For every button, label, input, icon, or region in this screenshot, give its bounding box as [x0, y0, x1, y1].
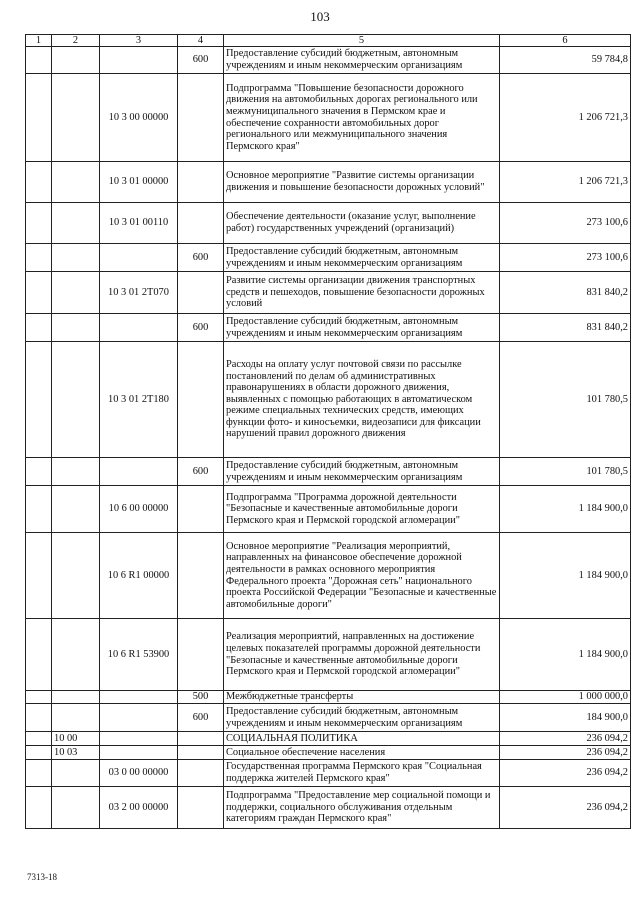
amount-cell: 1 206 721,3 — [500, 162, 631, 203]
amount-cell: 236 094,2 — [500, 732, 631, 746]
table-row — [26, 486, 631, 533]
table-row — [26, 74, 631, 162]
subsection-cell — [52, 619, 100, 691]
target-article-cell: 03 0 00 00000 — [100, 760, 178, 787]
table-row — [26, 272, 631, 314]
section-cell — [26, 619, 52, 691]
expense-type-cell — [178, 74, 224, 162]
section-cell — [26, 533, 52, 619]
amount-cell: 273 100,6 — [500, 244, 631, 272]
expense-type-cell: 500 — [178, 691, 224, 704]
section-cell — [26, 203, 52, 244]
target-article-cell — [100, 244, 178, 272]
subsection-cell — [52, 74, 100, 162]
description-cell: Межбюджетные трансферты — [224, 691, 500, 704]
expense-type-cell — [178, 162, 224, 203]
amount-cell: 1 184 900,0 — [500, 486, 631, 533]
section-cell — [26, 47, 52, 74]
section-cell — [26, 760, 52, 787]
section-cell — [26, 74, 52, 162]
description-cell: Развитие системы организации движения транспортных средств и пешеходов, повышение безопасности дорожных условий — [224, 272, 500, 314]
header-row — [26, 35, 631, 47]
subsection-cell — [52, 244, 100, 272]
header-cell-2: 2 — [52, 35, 100, 47]
description-cell: Расходы на оплату услуг почтовой связи по рассылке постановлений по делам об административных правонарушениях в области дорожного движения, выявленных с помощью работающих в автоматическом режиме специальных технических средств, имеющих функции фото- и киносъемки, видеозаписи для фиксации нарушений правил дорожного движения — [224, 342, 500, 458]
amount-cell: 1 184 900,0 — [500, 533, 631, 619]
subsection-cell — [52, 458, 100, 486]
description-cell: Предоставление субсидий бюджетным, автономным учреждениям и иным некоммерческим организациям — [224, 704, 500, 732]
header-cell-6: 6 — [500, 35, 631, 47]
description-cell: Подпрограмма "Повышение безопасности дорожного движения на автомобильных дорогах регионального или межмуниципального значения в Пермском крае и обеспечение сохранности автомобильных дорог регионального или межмуниципального значения Пермского края" — [224, 74, 500, 162]
expense-type-cell — [178, 342, 224, 458]
expense-type-cell: 600 — [178, 47, 224, 74]
target-article-cell: 10 6 00 00000 — [100, 486, 178, 533]
table-row — [26, 746, 631, 760]
target-article-cell — [100, 691, 178, 704]
description-cell: Предоставление субсидий бюджетным, автономным учреждениям и иным некоммерческим организациям — [224, 314, 500, 342]
description-cell: Предоставление субсидий бюджетным, автономным учреждениям и иным некоммерческим организациям — [224, 47, 500, 74]
subsection-cell — [52, 486, 100, 533]
amount-cell: 236 094,2 — [500, 760, 631, 787]
section-cell — [26, 704, 52, 732]
amount-cell: 831 840,2 — [500, 272, 631, 314]
amount-cell: 101 780,5 — [500, 342, 631, 458]
subsection-cell — [52, 691, 100, 704]
amount-cell: 101 780,5 — [500, 458, 631, 486]
expense-type-cell — [178, 203, 224, 244]
table-row — [26, 314, 631, 342]
amount-cell: 184 900,0 — [500, 704, 631, 732]
header-cell-1: 1 — [26, 35, 52, 47]
section-cell — [26, 746, 52, 760]
amount-cell: 236 094,2 — [500, 787, 631, 829]
section-cell — [26, 486, 52, 533]
description-cell: Государственная программа Пермского края "Социальная поддержка жителей Пермского края" — [224, 760, 500, 787]
target-article-cell — [100, 314, 178, 342]
target-article-cell: 10 3 01 00110 — [100, 203, 178, 244]
description-cell: Предоставление субсидий бюджетным, автономным учреждениям и иным некоммерческим организациям — [224, 244, 500, 272]
expense-type-cell — [178, 533, 224, 619]
subsection-cell — [52, 272, 100, 314]
amount-cell: 236 094,2 — [500, 746, 631, 760]
subsection-cell — [52, 314, 100, 342]
section-cell — [26, 314, 52, 342]
header-cell-4: 4 — [178, 35, 224, 47]
table-row — [26, 619, 631, 691]
subsection-cell — [52, 203, 100, 244]
target-article-cell: 10 6 R1 53900 — [100, 619, 178, 691]
expense-type-cell — [178, 787, 224, 829]
expense-type-cell — [178, 760, 224, 787]
table-row — [26, 732, 631, 746]
description-cell: СОЦИАЛЬНАЯ ПОЛИТИКА — [224, 732, 500, 746]
subsection-cell — [52, 162, 100, 203]
footer-code: 7313-18 — [27, 872, 57, 882]
table-row — [26, 691, 631, 704]
description-cell: Подпрограмма "Программа дорожной деятельности "Безопасные и качественные автомобильные дороги Пермского края и Пермской городской агломерации" — [224, 486, 500, 533]
target-article-cell: 10 6 R1 00000 — [100, 533, 178, 619]
target-article-cell — [100, 746, 178, 760]
description-cell: Реализация мероприятий, направленных на достижение целевых показателей программы дорожной деятельности "Безопасные и качественные автомобильные дороги Пермского края и Пермской городской агломерации" — [224, 619, 500, 691]
section-cell — [26, 272, 52, 314]
target-article-cell: 03 2 00 00000 — [100, 787, 178, 829]
expense-type-cell: 600 — [178, 704, 224, 732]
subsection-cell — [52, 787, 100, 829]
budget-table — [25, 34, 631, 829]
table-row — [26, 704, 631, 732]
target-article-cell — [100, 458, 178, 486]
table-body — [26, 47, 631, 829]
amount-cell: 1 184 900,0 — [500, 619, 631, 691]
target-article-cell — [100, 47, 178, 74]
description-cell: Предоставление субсидий бюджетным, автономным учреждениям и иным некоммерческим организациям — [224, 458, 500, 486]
table-row — [26, 787, 631, 829]
table-row — [26, 533, 631, 619]
description-cell: Основное мероприятие "Реализация мероприятий, направленных на финансовое обеспечение дорожной деятельности в рамках основного мероприятия Федерального проекта "Дорожная сеть" национального проекта Российской Федерации "Безопасные и качественные автомобильные дороги" — [224, 533, 500, 619]
subsection-cell — [52, 533, 100, 619]
section-cell — [26, 732, 52, 746]
target-article-cell — [100, 732, 178, 746]
header-cell-5: 5 — [224, 35, 500, 47]
header-cell-3: 3 — [100, 35, 178, 47]
amount-cell: 1 206 721,3 — [500, 74, 631, 162]
section-cell — [26, 244, 52, 272]
expense-type-cell: 600 — [178, 314, 224, 342]
table-row — [26, 760, 631, 787]
amount-cell: 831 840,2 — [500, 314, 631, 342]
target-article-cell: 10 3 01 2Т070 — [100, 272, 178, 314]
table-row — [26, 47, 631, 74]
expense-type-cell: 600 — [178, 458, 224, 486]
expense-type-cell: 600 — [178, 244, 224, 272]
target-article-cell: 10 3 00 00000 — [100, 74, 178, 162]
expense-type-cell — [178, 732, 224, 746]
section-cell — [26, 691, 52, 704]
table-row — [26, 162, 631, 203]
target-article-cell: 10 3 01 00000 — [100, 162, 178, 203]
section-cell — [26, 458, 52, 486]
amount-cell: 59 784,8 — [500, 47, 631, 74]
expense-type-cell — [178, 619, 224, 691]
description-cell: Обеспечение деятельности (оказание услуг, выполнение работ) государственных учреждений (организаций) — [224, 203, 500, 244]
description-cell: Основное мероприятие "Развитие системы организации движения и повышение безопасности дорожных условий" — [224, 162, 500, 203]
table-row — [26, 342, 631, 458]
subsection-cell — [52, 47, 100, 74]
expense-type-cell — [178, 272, 224, 314]
target-article-cell: 10 3 01 2Т180 — [100, 342, 178, 458]
subsection-cell — [52, 342, 100, 458]
description-cell: Подпрограмма "Предоставление мер социальной помощи и поддержки, социального обслуживания отдельным категориям граждан Пермского края" — [224, 787, 500, 829]
section-cell — [26, 162, 52, 203]
subsection-cell — [52, 760, 100, 787]
target-article-cell — [100, 704, 178, 732]
page-number: 103 — [310, 9, 330, 24]
expense-type-cell — [178, 746, 224, 760]
amount-cell: 1 000 000,0 — [500, 691, 631, 704]
subsection-cell: 10 03 — [52, 746, 100, 760]
table-row — [26, 203, 631, 244]
table-row — [26, 244, 631, 272]
table-row — [26, 458, 631, 486]
expense-type-cell — [178, 486, 224, 533]
section-cell — [26, 787, 52, 829]
description-cell: Социальное обеспечение населения — [224, 746, 500, 760]
section-cell — [26, 342, 52, 458]
subsection-cell: 10 00 — [52, 732, 100, 746]
amount-cell: 273 100,6 — [500, 203, 631, 244]
subsection-cell — [52, 704, 100, 732]
